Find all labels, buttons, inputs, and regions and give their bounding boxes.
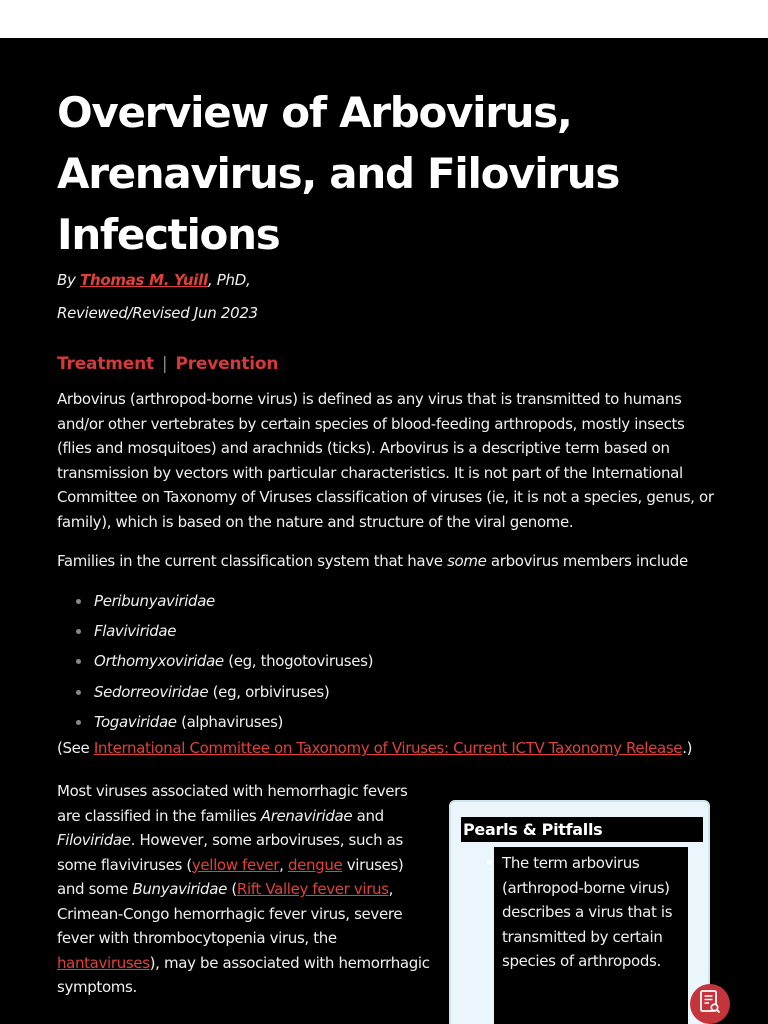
text-segment: . However, some arboviruses, such as some flaviviruses (	[57, 831, 403, 874]
pearls-body	[494, 847, 688, 1024]
family-note: (eg, orbiviruses)	[208, 682, 330, 701]
list-item	[94, 619, 373, 649]
text-segment: and	[352, 806, 384, 825]
list-item	[94, 680, 373, 710]
pearls-title: Pearls & Pitfalls	[461, 817, 703, 842]
jump-link-prevention[interactable]: Prevention	[175, 354, 279, 374]
see-reference	[57, 739, 692, 757]
article-page	[0, 38, 768, 1024]
families-intro-text-2: arbovirus members include	[486, 552, 688, 570]
jump-link-separator: |	[161, 354, 168, 374]
bullet-icon	[487, 860, 492, 865]
see-text-after: .)	[682, 739, 693, 757]
document-search-icon	[698, 989, 722, 1019]
text-segment: ), may be associated with hemorrhagic symptoms.	[57, 953, 430, 996]
family-bunyaviridae: Bunyaviridae	[132, 880, 227, 898]
hemorrhagic-paragraph	[57, 779, 432, 1000]
text-segment: Most viruses associated with hemorrhagic fevers are classified in the families	[57, 782, 408, 825]
dengue-link[interactable]: dengue	[287, 855, 343, 874]
family-note: (eg, thogotoviruses)	[223, 652, 374, 671]
ictv-link[interactable]: International Committee on Taxonomy of Viruses: Current ICTV Taxonomy Release	[93, 739, 683, 757]
intro-paragraph: Arbovirus (arthropod-borne virus) is defined as any virus that is transmitted to humans and/or other vertebrates by certain species of blood-feeding arthropods, mostly insects (flies and mosquitoes) and arachnids (ticks). Arbovirus is a descriptive term based on transmission by vectors with particular characteristics. It is not part of the International Committee on Taxonomy of Viruses classification of viruses (ie, it is not a species, genus, or family), which is based on the nature and structure of the viral genome.	[57, 390, 714, 531]
text-segment: (	[226, 880, 237, 898]
family-name: Orthomyxoviridae	[94, 652, 224, 671]
reviewed-date: Reviewed/Revised Jun 2023	[57, 304, 258, 322]
text-segment: viruses) and some	[57, 855, 404, 898]
pearls-item: The term arbovirus (arthropod-borne virus) describes a virus that is transmitted by certain species of arthropods.	[502, 854, 673, 970]
text-segment: , Crimean-Congo hemorrhagic fever virus, severe fever with thrombocytopenia virus, the	[57, 880, 403, 947]
list-item	[94, 710, 373, 740]
browser-top-bar	[0, 0, 768, 38]
pearls-pitfalls-box	[449, 800, 710, 1024]
list-item	[94, 589, 373, 619]
byline	[57, 271, 250, 289]
page-title: Overview of Arbovirus, Arenavirus, and Filovirus Infections	[57, 88, 620, 259]
family-name: Togaviridae	[94, 712, 177, 731]
families-intro-emphasis: some	[447, 552, 487, 570]
families-list	[57, 589, 373, 740]
families-intro	[57, 549, 717, 574]
text-segment: ,	[279, 855, 288, 874]
families-intro-text-1: Families in the current classification system that have	[57, 552, 448, 570]
family-note: (alphaviruses)	[176, 712, 284, 731]
jump-links	[57, 354, 278, 374]
see-text-before: (See	[57, 739, 94, 757]
byline-prefix: By	[57, 271, 81, 289]
rift-valley-fever-link[interactable]: Rift Valley fever virus	[236, 880, 389, 898]
family-filoviridae: Filoviridae	[57, 831, 131, 849]
family-name: Peribunyaviridae	[94, 592, 215, 610]
floating-action-button[interactable]	[690, 984, 730, 1024]
family-name: Flaviviridae	[94, 622, 177, 641]
jump-link-treatment[interactable]: Treatment	[57, 354, 154, 374]
family-arenaviridae: Arenaviridae	[260, 806, 353, 825]
list-item	[94, 649, 373, 679]
byline-suffix: , PhD,	[207, 271, 251, 289]
hantaviruses-link[interactable]: hantaviruses	[57, 953, 150, 972]
author-link[interactable]: Thomas M. Yuill	[80, 271, 208, 289]
yellow-fever-link[interactable]: yellow fever	[191, 855, 280, 874]
family-name: Sedorreoviridae	[94, 682, 209, 701]
